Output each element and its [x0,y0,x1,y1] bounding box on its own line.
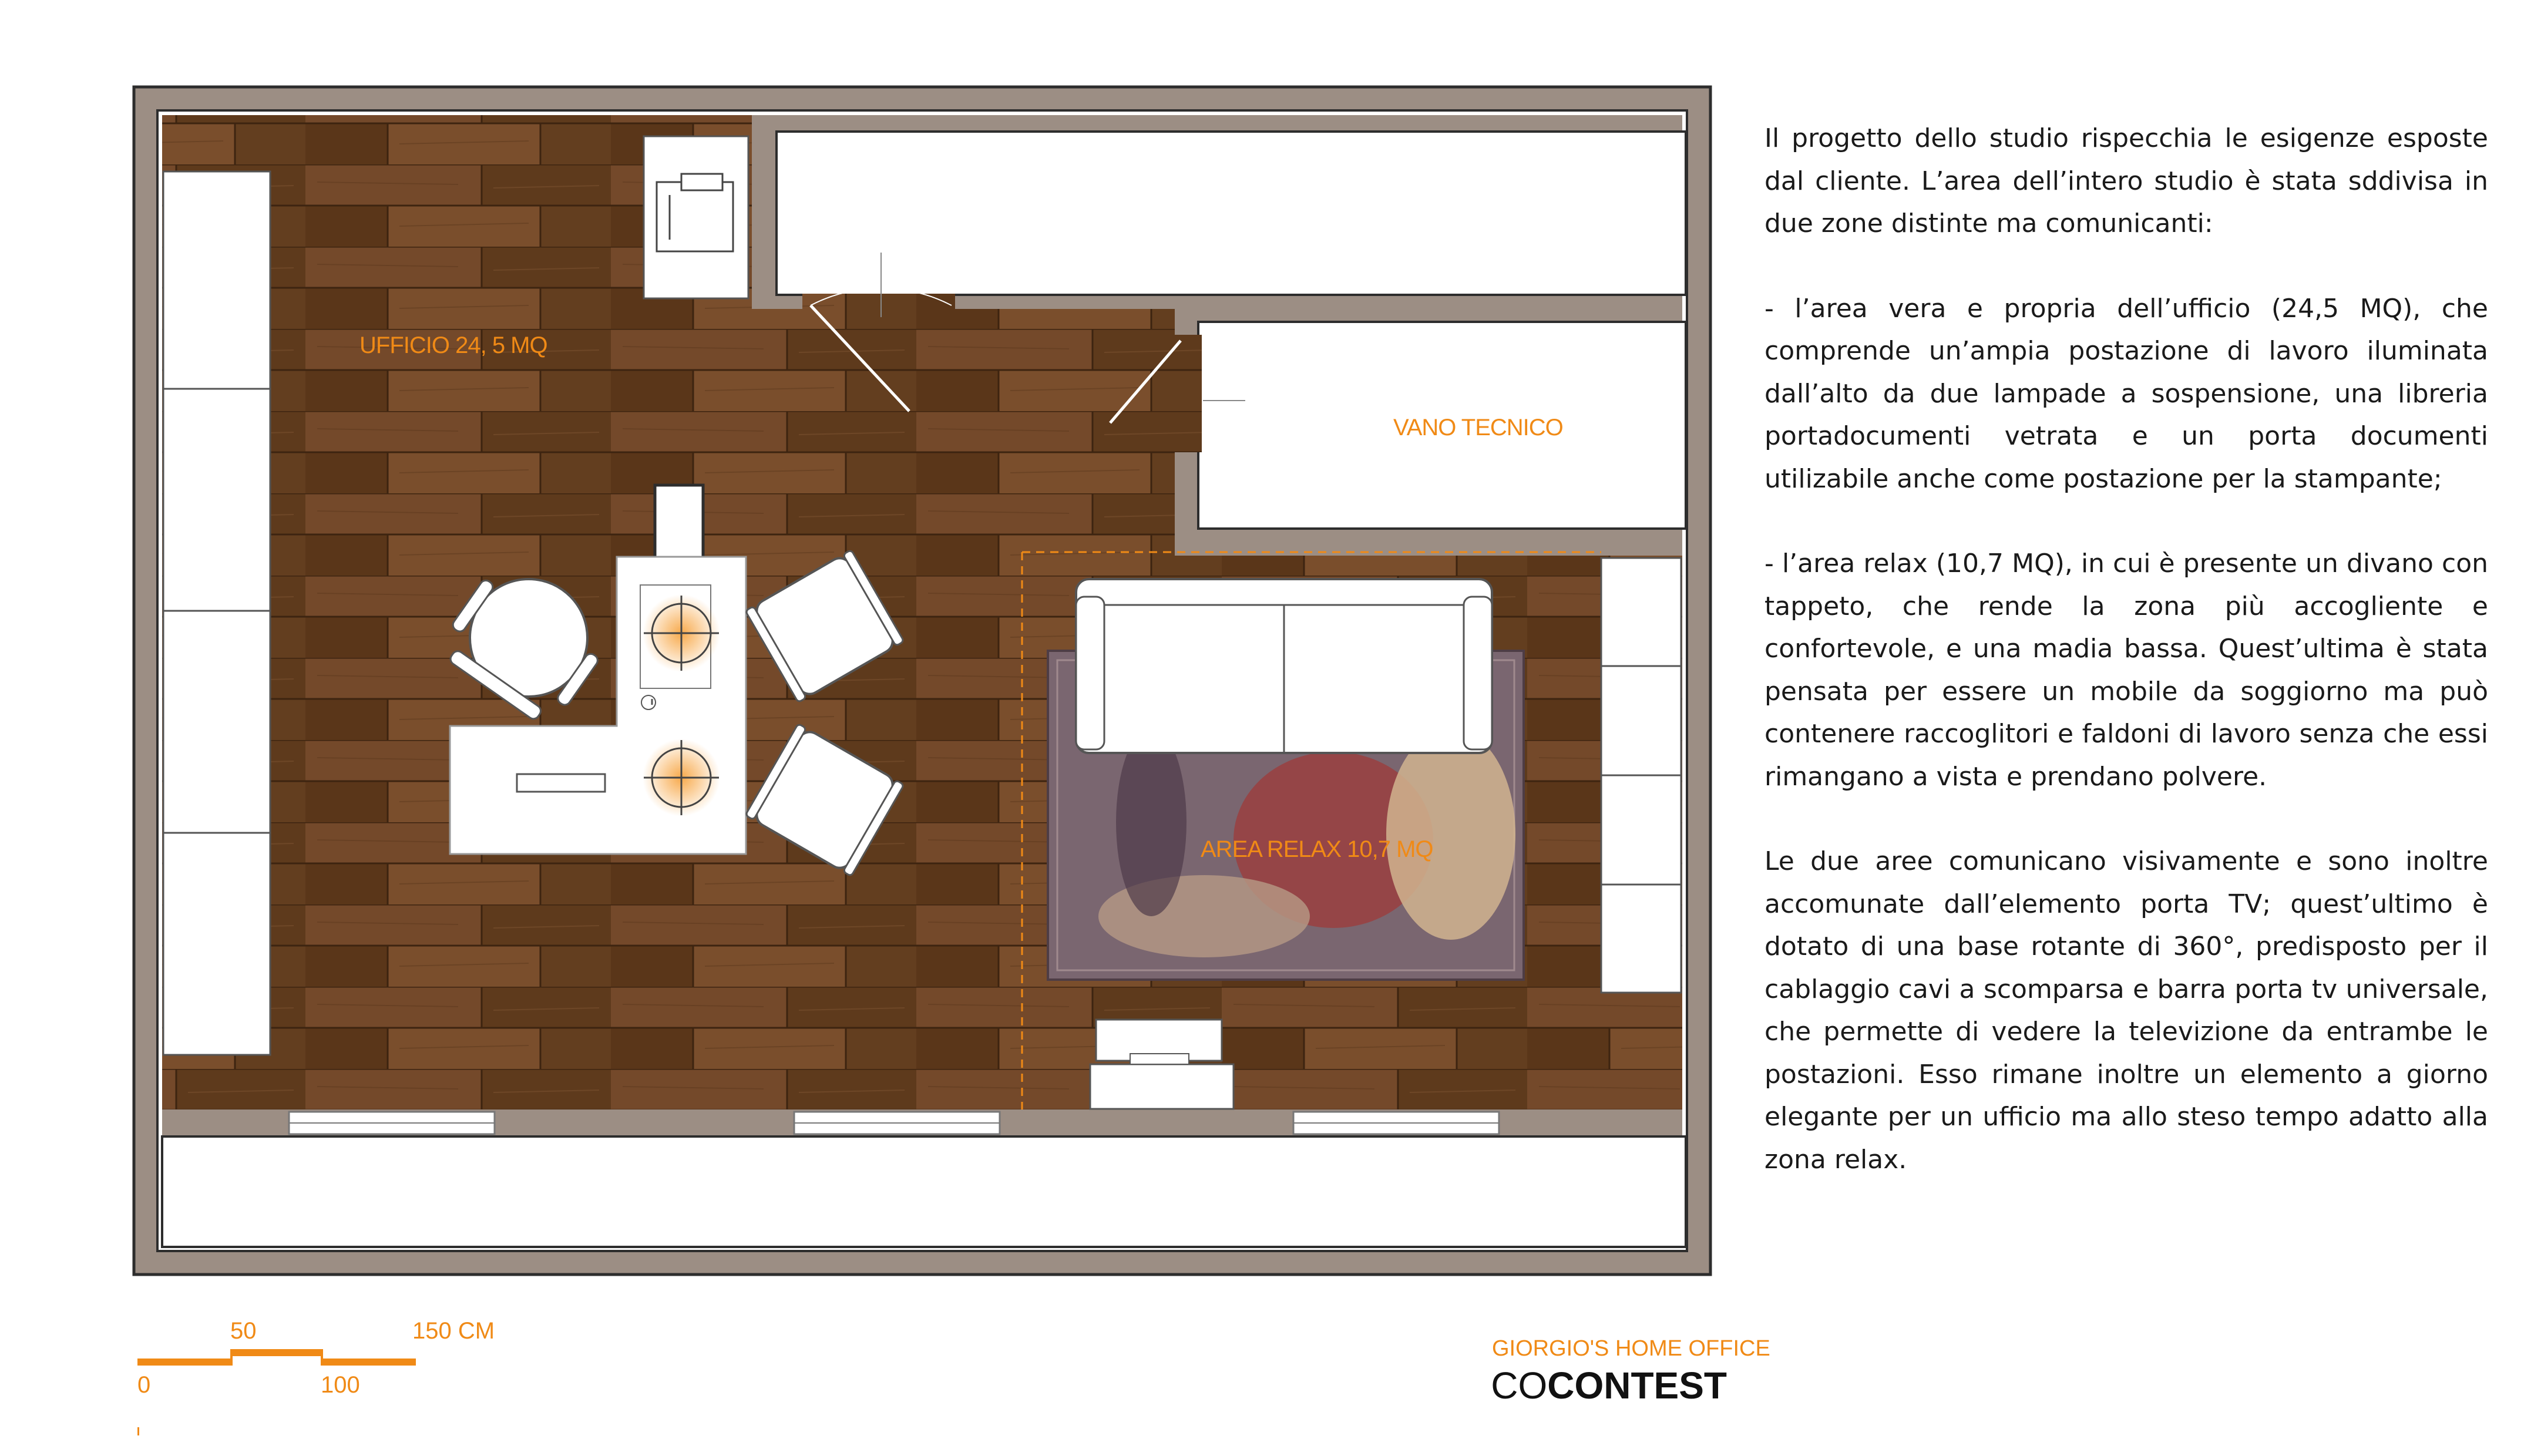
windows [289,1112,1499,1134]
door-opening-vano [1169,335,1202,452]
bookcase [163,172,270,1055]
scale-label-0: 0 [137,1372,151,1398]
brand-logo [1433,1364,1727,1407]
pendant-lamp-2 [643,739,720,816]
brand-light: CO [1491,1364,1548,1407]
label-ufficio: UFFICIO 24, 5 MQ [359,332,547,358]
scale-bar [137,1349,416,1435]
label-vano-tecnico: VANO TECNICO [1393,415,1563,441]
description-paragraph: - l’area relax (10,7 MQ), in cui è presente un divano con tappeto, che rende la zona più accogliente e confortevole, e una madia bassa. Quest’ultima è stata pensata per essere un mobile da soggiorno ma può contenere raccoglitori e faldoni di lavoro senza che essi rimangano a vista e prendano polvere. [1764,549,2488,792]
description-paragraph: Il progetto dello studio rispecchia le esigenze esposte dal cliente. L’area dell’intero studio è stata sddivisa in due zone distinte ma comunicanti: [1764,123,2488,238]
brand-bold: CONTEST [1547,1364,1727,1407]
scale-label-150: 150 CM [412,1318,495,1344]
description-paragraph: - l’area vera e propria dell’ufficio (24,5 MQ), che comprende un’ampia postazione di lavoro iluminata dall’alto da due lampade a sospensione, una libreria portadocumenti vetrata e un porta documenti utilizabile anche come postazione per la stampante; [1764,293,2488,494]
tv-pillar [655,485,703,559]
label-area-relax: AREA RELAX 10,7 MQ [1201,836,1433,862]
printer-station [644,136,748,298]
balcony [162,1136,1686,1247]
pendant-lamp-1 [643,594,720,672]
project-title: GIORGIO'S HOME OFFICE [1492,1336,1770,1361]
sofa [1076,579,1492,753]
scale-label-100: 100 [321,1372,360,1398]
project-description [1764,117,2488,1223]
description-paragraph: Le due aree comunicano visivamente e sono inoltre accomunate dall’elemento porta TV; quest’ultimo è dotato di una base rotante di 360°, predisposto per il cablaggio cavi a scomparsa e barra porta tv universale, che permette di vedere la televizione da entrambe le postazioni. Esso rimane inoltre un elemento a giorno elegante per un ufficio ma allo steso tempo adatto alla zona relax. [1764,846,2488,1175]
door-opening-storage [802,294,955,322]
laptop [517,774,605,792]
storage-room [777,132,1686,295]
madia-cabinet [1601,558,1681,993]
tv-stand [1090,1020,1233,1109]
scale-label-50: 50 [230,1318,257,1344]
